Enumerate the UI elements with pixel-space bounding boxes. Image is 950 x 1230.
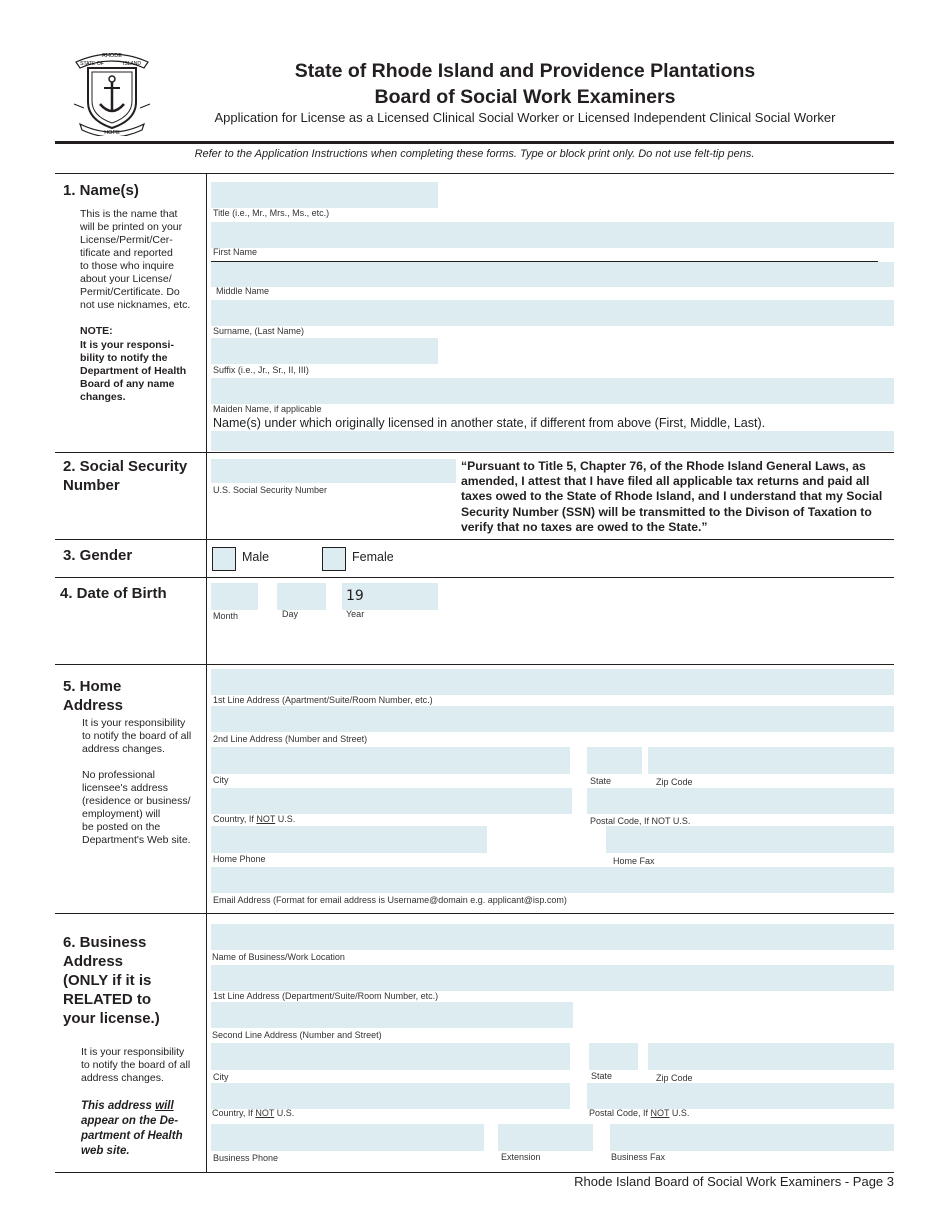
home-state-label: State xyxy=(590,776,612,786)
home-zip-input[interactable] xyxy=(648,747,894,774)
home-state-input[interactable] xyxy=(587,747,642,774)
home-country-label-suffix: U.S. xyxy=(275,814,296,824)
section1-title: 1. Name(s) xyxy=(63,182,139,199)
male-checkbox[interactable] xyxy=(212,547,236,571)
business-line2-input[interactable] xyxy=(211,1002,573,1028)
business-fax-input[interactable] xyxy=(610,1124,894,1151)
surname-input[interactable] xyxy=(211,300,894,326)
home-city-label: City xyxy=(213,775,229,785)
section6-title: 6. Business Address (ONLY if it is RELATED to your license.) xyxy=(63,934,160,1027)
maiden-name-input[interactable] xyxy=(211,378,894,404)
other-state-name-label: Name(s) under which originally licensed in another state, if different from above (First, Middle, Last). xyxy=(213,416,766,430)
section4-title: 4. Date of Birth xyxy=(60,585,167,602)
seal-text-top: RHODE xyxy=(102,53,122,59)
section6-note: It is your responsibility to notify the board of all address changes. xyxy=(81,1046,191,1084)
business-line1-label: 1st Line Address (Department/Suite/Room Number, etc.) xyxy=(213,991,439,1001)
other-state-name-input[interactable] xyxy=(211,431,894,451)
section5-note2: No professional licensee's address (residence or business/ employment) will be posted on the Department's Web site. xyxy=(82,769,191,846)
section6-note2 xyxy=(81,1099,183,1159)
suffix-label: Suffix (i.e., Jr., Sr., II, III) xyxy=(213,365,309,375)
home-city-input[interactable] xyxy=(211,747,570,774)
business-city-label: City xyxy=(213,1072,229,1082)
section3-title: 3. Gender xyxy=(63,547,133,564)
email-input[interactable] xyxy=(211,867,894,893)
home-country-label xyxy=(213,814,295,824)
business-extension-input[interactable] xyxy=(498,1124,593,1151)
seal-text-bottom: HOPE xyxy=(104,130,120,136)
header-rule xyxy=(55,141,894,144)
page-title-line2: Board of Social Work Examiners xyxy=(374,86,676,108)
male-label: Male xyxy=(242,550,270,564)
first-name-input[interactable] xyxy=(211,222,894,248)
section-divider xyxy=(55,539,894,540)
name-title-label: Title (i.e., Mr., Mrs., Ms., etc.) xyxy=(213,208,330,218)
business-postal-label-suffix: U.S. xyxy=(669,1108,690,1118)
business-city-input[interactable] xyxy=(211,1043,570,1070)
home-country-label-not: NOT xyxy=(256,814,276,824)
business-country-label-not: NOT xyxy=(255,1108,275,1118)
business-postal-input[interactable] xyxy=(587,1083,894,1109)
female-label: Female xyxy=(352,550,394,564)
section1-note: This is the name that will be printed on your License/Permit/Cer- tificate and reported to those who inquire about your License/ Permit/Certificate. Do not use nicknames, etc. xyxy=(80,208,191,311)
ssn-label: U.S. Social Security Number xyxy=(213,485,328,495)
surname-label: Surname, (Last Name) xyxy=(213,326,305,336)
page-footer: Rhode Island Board of Social Work Examiners - Page 3 xyxy=(574,1174,894,1189)
home-address-line2-label: 2nd Line Address (Number and Street) xyxy=(213,734,368,744)
middle-name-label: Middle Name xyxy=(216,286,270,296)
email-label: Email Address (Format for email address is Username@domain e.g. applicant@isp.com) xyxy=(213,895,567,905)
section6-note2-b: appear on the De- partment of Health web site. xyxy=(81,1115,183,1157)
home-country-label-prefix: Country, If xyxy=(213,814,257,824)
section2-title: 2. Social Security Number xyxy=(63,458,188,494)
form-bottom-rule xyxy=(55,1172,894,1173)
home-postal-input[interactable] xyxy=(587,788,894,814)
section-divider xyxy=(55,664,894,665)
home-address-line2-input[interactable] xyxy=(211,706,894,732)
business-line2-label: Second Line Address (Number and Street) xyxy=(212,1030,382,1040)
business-country-label-prefix: Country, If xyxy=(212,1108,256,1118)
page-title-line1: State of Rhode Island and Providence Plantations xyxy=(294,60,756,82)
home-fax-input[interactable] xyxy=(606,826,894,853)
section-divider xyxy=(55,913,894,914)
section6-note2-a: This address xyxy=(81,1100,156,1112)
birth-day-input[interactable] xyxy=(277,583,326,610)
birth-year-label: Year xyxy=(346,609,365,619)
rhode-island-state-seal-icon xyxy=(70,44,154,136)
middle-name-input[interactable] xyxy=(211,262,894,287)
first-name-label: First Name xyxy=(213,247,258,257)
business-name-label: Name of Business/Work Location xyxy=(212,952,345,962)
female-checkbox[interactable] xyxy=(322,547,346,571)
section6-note2-will: will xyxy=(155,1100,174,1112)
state-seal xyxy=(70,44,154,136)
birth-month-label: Month xyxy=(213,611,239,621)
business-postal-label-not: NOT xyxy=(650,1108,670,1118)
business-state-input[interactable] xyxy=(589,1043,638,1070)
birth-month-input[interactable] xyxy=(211,583,258,610)
home-country-input[interactable] xyxy=(211,788,572,814)
section5-title: 5. Home Address xyxy=(63,678,124,714)
home-fax-label: Home Fax xyxy=(613,856,655,866)
home-postal-label: Postal Code, If NOT U.S. xyxy=(590,816,691,826)
business-country-label xyxy=(212,1108,294,1118)
suffix-input[interactable] xyxy=(211,338,438,364)
instructions: Refer to the Application Instructions when completing these forms. Type or block print only. Do not use felt-tip pens. xyxy=(194,148,755,160)
business-country-label-suffix: U.S. xyxy=(274,1108,295,1118)
section1-note-heading: NOTE: xyxy=(80,325,113,337)
home-phone-input[interactable] xyxy=(211,826,487,853)
home-address-line1-label: 1st Line Address (Apartment/Suite/Room Number, etc.) xyxy=(213,695,433,705)
home-phone-label: Home Phone xyxy=(213,854,266,864)
home-address-line1-input[interactable] xyxy=(211,669,894,695)
business-name-input[interactable] xyxy=(211,924,894,950)
name-title-input[interactable] xyxy=(211,182,438,208)
maiden-name-label: Maiden Name, if applicable xyxy=(213,404,322,414)
form-top-rule xyxy=(55,173,894,174)
business-extension-label: Extension xyxy=(501,1152,541,1162)
form-left-column-divider xyxy=(206,173,207,1173)
home-zip-label: Zip Code xyxy=(656,777,693,787)
section-divider xyxy=(55,452,894,453)
business-phone-input[interactable] xyxy=(211,1124,484,1151)
ssn-attestation: “Pursuant to Title 5, Chapter 76, of the Rhode Island General Laws, as amended, I attest that I have filed all applicable tax returns and paid all taxes owed to the State of Rhode Island, and I understand that my Social Security Number (SSN) will be transmitted to the Divison of Taxation to verify that no taxes are owed to the State.” xyxy=(461,459,883,534)
section-divider xyxy=(55,577,894,578)
birth-day-label: Day xyxy=(282,609,299,619)
business-zip-input[interactable] xyxy=(648,1043,894,1070)
business-zip-label: Zip Code xyxy=(656,1073,693,1083)
business-fax-label: Business Fax xyxy=(611,1152,666,1162)
business-phone-label: Business Phone xyxy=(213,1153,279,1163)
business-postal-label-prefix: Postal Code, If xyxy=(589,1108,651,1118)
seal-text-right: ISLAND xyxy=(122,61,142,67)
business-line1-input[interactable] xyxy=(211,965,894,991)
section1-note-bold: It is your responsi- bility to notify the Department of Health Board of any name changes. xyxy=(80,339,187,403)
ssn-input[interactable] xyxy=(211,459,456,483)
section5-note: It is your responsibility to notify the board of all address changes. xyxy=(82,717,192,755)
business-country-input[interactable] xyxy=(211,1083,570,1109)
page-subtitle: Application for License as a Licensed Clinical Social Worker or Licensed Independent Clinical Social Worker xyxy=(214,110,836,125)
seal-text-left: STATE OF xyxy=(80,61,104,67)
business-postal-label xyxy=(589,1108,689,1118)
business-state-label: State xyxy=(591,1071,613,1081)
birth-year-prefix: 19 xyxy=(346,588,364,604)
